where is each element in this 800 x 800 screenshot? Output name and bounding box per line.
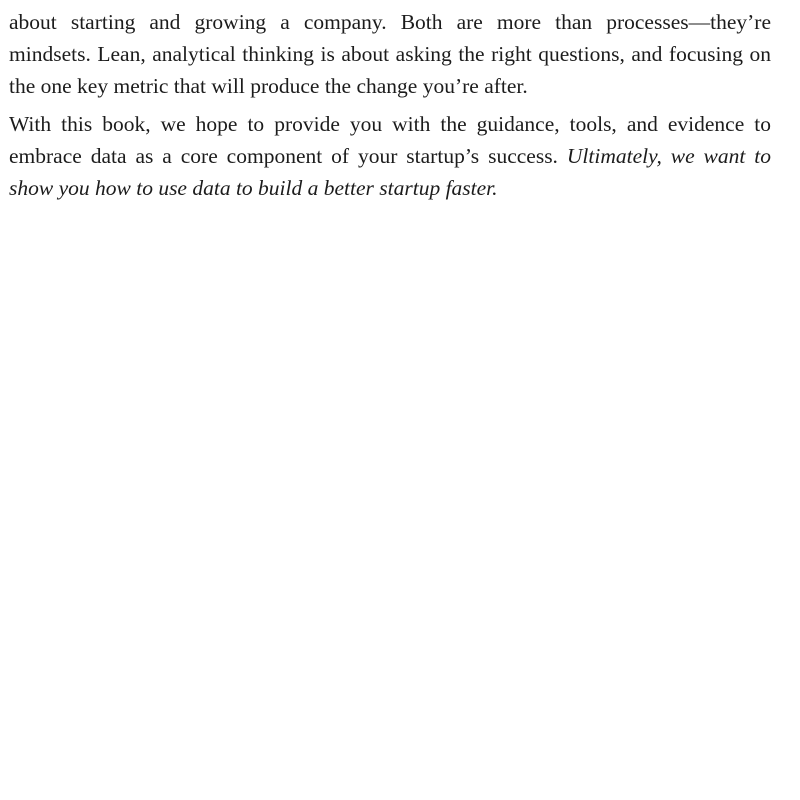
paragraph-1: about starting and growing a company. Both are more than processes—they’re mindsets. Lean, analytical thinking is about asking the right questions, and focusing on the one key metric that will produce the change you’re after. <box>9 10 771 98</box>
paragraph-2-text: With this book, we hope to provide you with the guidance, tools, and evidence to embrace data as a core component of your startup’s success. <box>9 112 771 168</box>
body-text <box>9 6 771 204</box>
paragraph-2-italic-text: Ultimately, we want to show you how to use data to build a better startup faster. <box>9 144 772 200</box>
paragraph-2 <box>9 108 771 204</box>
